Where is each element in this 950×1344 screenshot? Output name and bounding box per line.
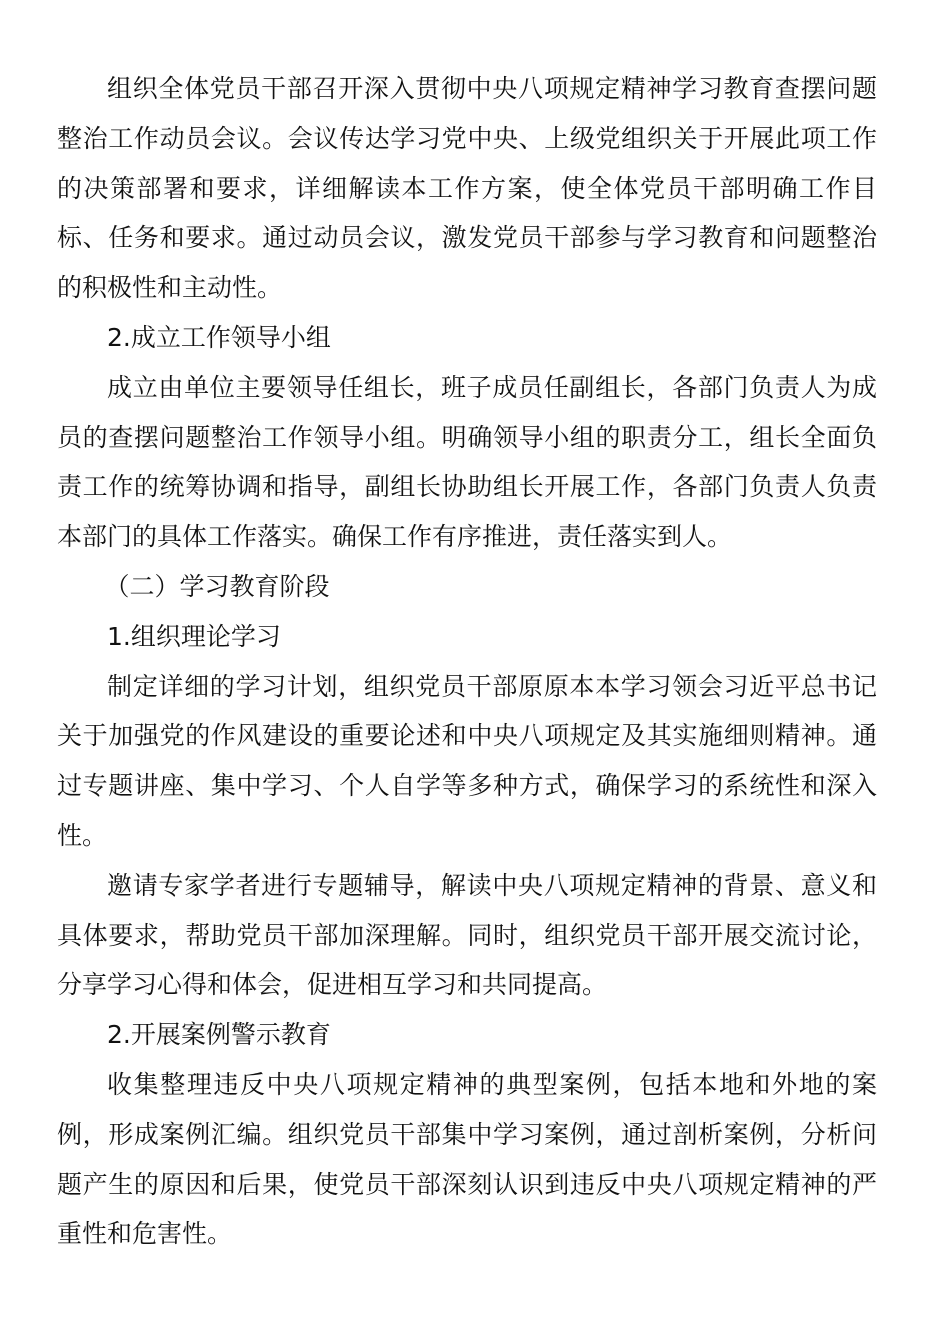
paragraph-study-plan: 制定详细的学习计划，组织党员干部原原本本学习领会习近平总书记关于加强党的作风建设的重要论述和中央八项规定及其实施细则精神。通过专题讲座、集中学习、个人自学等多种方式，确保学习的系统性和深入性。 bbox=[57, 671, 877, 850]
heading-establish-leading-group: 2.成立工作领导小组 bbox=[107, 322, 331, 352]
paragraph-case-collection: 收集整理违反中央八项规定精神的典型案例，包括本地和外地的案例，形成案例汇编。组织党员干部集中学习案例，通过剖析案例，分析问题产生的原因和后果，使党员干部深刻认识到违反中央八项规定精神的严重性和危害性。 bbox=[57, 1069, 877, 1249]
heading-theory-study: 1.组织理论学习 bbox=[107, 621, 281, 651]
paragraph-mobilization-meeting: 组织全体党员干部召开深入贯彻中央八项规定精神学习教育查摆问题整治工作动员会议。会议传达学习党中央、上级党组织关于开展此项工作的决策部署和要求，详细解读本工作方案，使全体党员干部明确工作目标、任务和要求。通过动员会议，激发党员干部参与学习教育和问题整治的积极性和主动性。 bbox=[57, 74, 877, 303]
document-page bbox=[57, 64, 877, 1259]
heading-case-warning-education: 2.开展案例警示教育 bbox=[107, 1020, 331, 1050]
paragraph-leading-group: 成立由单位主要领导任组长，班子成员任副组长，各部门负责人为成员的查摆问题整治工作领导小组。明确领导小组的职责分工，组长全面负责工作的统筹协调和指导，副组长协助组长开展工作，各部门负责人负责本部门的具体工作落实。确保工作有序推进，责任落实到人。 bbox=[57, 372, 877, 552]
section-heading-study-stage: （二）学习教育阶段 bbox=[104, 571, 330, 601]
paragraph-expert-guidance: 邀请专家学者进行专题辅导，解读中央八项规定精神的背景、意义和具体要求，帮助党员干部加深理解。同时，组织党员干部开展交流讨论，分享学习心得和体会，促进相互学习和共同提高。 bbox=[57, 870, 877, 1000]
